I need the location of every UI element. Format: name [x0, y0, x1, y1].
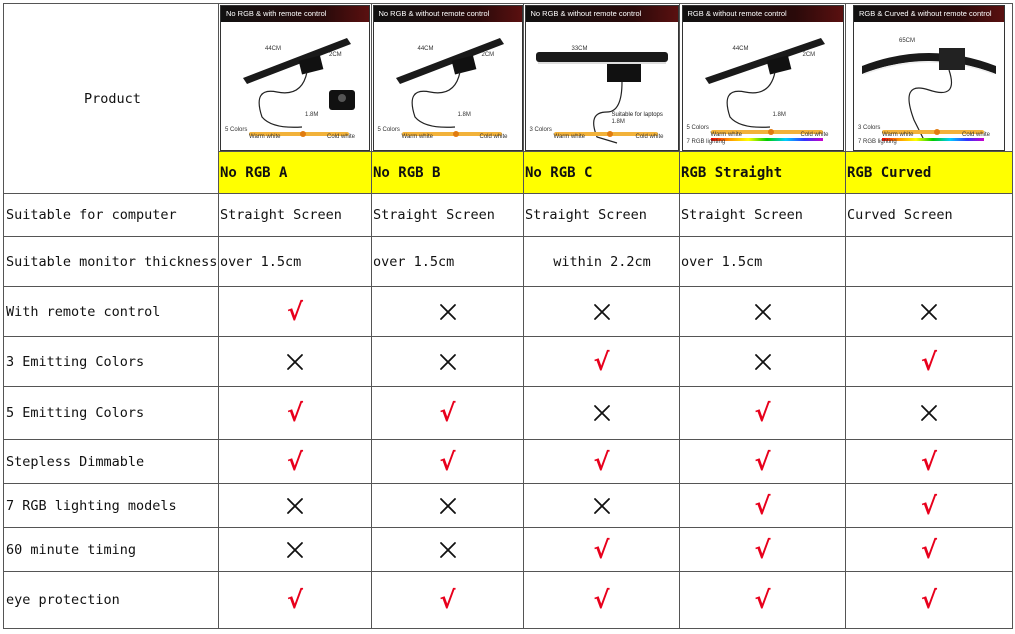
feature-value: over 1.5cm [680, 237, 846, 287]
product-label-cell [4, 4, 219, 194]
colors-count-label: 3 Colors [858, 125, 881, 131]
feature-value: over 1.5cm [372, 237, 524, 287]
cross-mark-icon [754, 303, 772, 321]
model-name-text: No RGB C [525, 164, 593, 181]
cold-white-label: Cold white [800, 132, 829, 138]
feature-mark-cell [846, 528, 1013, 572]
feature-mark-cell [372, 484, 524, 528]
product-caption: RGB & Curved & without remote control [854, 6, 1004, 22]
check-mark-icon: √ [920, 447, 937, 476]
feature-value [846, 237, 1013, 287]
feature-value: Straight Screen [524, 194, 680, 237]
colors-count-label: 5 Colors [377, 127, 400, 133]
rgb-lighting-label: 7 RGB lighting [858, 139, 897, 145]
cross-mark-icon [593, 497, 611, 515]
check-mark-icon: √ [439, 447, 456, 476]
check-mark-icon: √ [754, 447, 771, 476]
cross-mark-icon [439, 497, 457, 515]
check-mark-icon: √ [286, 297, 303, 326]
check-mark-icon: √ [286, 447, 303, 476]
check-mark-icon: √ [593, 347, 610, 376]
feature-mark-cell [524, 572, 680, 629]
feature-mark-cell [680, 387, 846, 440]
feature-mark-cell [846, 387, 1013, 440]
feature-label: eye protection [4, 572, 219, 629]
feature-label: 7 RGB lighting models [4, 484, 219, 528]
check-mark-icon: √ [593, 447, 610, 476]
feature-mark-cell [846, 572, 1013, 629]
feature-row [4, 484, 1013, 528]
feature-mark-cell [219, 528, 372, 572]
feature-row [4, 572, 1013, 629]
warm-white-label: Warm white [553, 134, 585, 140]
feature-mark-cell [524, 287, 680, 337]
comparison-table [3, 3, 1013, 629]
cable-length-label: 1.8M [305, 112, 319, 118]
cross-mark-icon [439, 541, 457, 559]
check-mark-icon: √ [920, 535, 937, 564]
feature-mark-cell [846, 287, 1013, 337]
lamp-length-label: 65CM [899, 38, 916, 44]
lamp-length-label: 44CM [417, 46, 434, 52]
product-image-cell [372, 4, 524, 152]
feature-mark-cell [524, 440, 680, 484]
feature-mark-cell [524, 528, 680, 572]
feature-mark-cell [846, 337, 1013, 387]
feature-label: With remote control [4, 287, 219, 337]
warm-white-label: Warm white [882, 132, 914, 138]
model-name [524, 152, 680, 194]
feature-value: Straight Screen [372, 194, 524, 237]
model-name [846, 152, 1013, 194]
cross-mark-icon [439, 353, 457, 371]
check-mark-icon: √ [754, 535, 771, 564]
check-mark-icon: √ [920, 586, 937, 614]
cable-length-label: 1.8M [772, 112, 786, 118]
cross-mark-icon [439, 303, 457, 321]
product-image-4 [853, 5, 1005, 151]
product-image-3 [682, 5, 844, 151]
product-image-cell [524, 4, 680, 152]
cable-length-label: 1.8M [457, 112, 471, 118]
cross-mark-icon [286, 497, 304, 515]
feature-row [4, 337, 1013, 387]
colors-count-label: 3 Colors [529, 127, 552, 133]
feature-row [4, 440, 1013, 484]
check-mark-icon: √ [754, 491, 771, 520]
lamp-length-label: 44CM [265, 46, 282, 52]
check-mark-icon: √ [593, 535, 610, 564]
feature-mark-cell [372, 337, 524, 387]
model-name-text: RGB Curved [847, 164, 932, 181]
feature-mark-cell [372, 287, 524, 337]
cross-mark-icon [754, 353, 772, 371]
feature-label: 3 Emitting Colors [4, 337, 219, 387]
check-mark-icon: √ [439, 586, 456, 614]
feature-mark-cell [846, 484, 1013, 528]
cold-white-label: Cold white [635, 134, 664, 140]
feature-label: 60 minute timing [4, 528, 219, 572]
cross-mark-icon [286, 353, 304, 371]
feature-row [4, 194, 1013, 237]
feature-mark-cell [524, 337, 680, 387]
feature-mark-cell [219, 572, 372, 629]
product-image-0 [220, 5, 370, 151]
model-name-text: RGB Straight [681, 164, 783, 181]
check-mark-icon: √ [920, 347, 937, 376]
feature-value: over 1.5cm [219, 237, 372, 287]
cross-mark-icon [920, 404, 938, 422]
cable-length-label: 1.8M [611, 119, 625, 125]
cross-mark-icon [286, 541, 304, 559]
feature-value: within 2.2cm [524, 237, 680, 287]
model-name [680, 152, 846, 194]
feature-mark-cell [372, 387, 524, 440]
cross-mark-icon [920, 303, 938, 321]
feature-mark-cell [680, 287, 846, 337]
feature-mark-cell [219, 387, 372, 440]
feature-label: Stepless Dimmable [4, 440, 219, 484]
feature-row [4, 528, 1013, 572]
feature-mark-cell [680, 572, 846, 629]
product-caption: No RGB & with remote control [221, 6, 369, 22]
model-name [219, 152, 372, 194]
feature-mark-cell [524, 387, 680, 440]
cross-mark-icon [593, 404, 611, 422]
product-image-cell [219, 4, 372, 152]
colors-count-label: 5 Colors [225, 127, 248, 133]
check-mark-icon: √ [754, 399, 771, 427]
model-name-text: No RGB B [373, 164, 441, 181]
feature-mark-cell [372, 440, 524, 484]
check-mark-icon: √ [754, 586, 771, 614]
lamp-width-label: 2CM [329, 52, 342, 58]
feature-mark-cell [372, 572, 524, 629]
warm-white-label: Warm white [401, 134, 433, 140]
lamp-width-label: 2CM [481, 52, 495, 58]
cold-white-label: Cold white [962, 132, 991, 138]
product-note: Suitable for laptops [611, 112, 663, 118]
feature-mark-cell [219, 440, 372, 484]
feature-label: 5 Emitting Colors [4, 387, 219, 440]
feature-mark-cell [524, 484, 680, 528]
product-image-2 [525, 5, 679, 151]
feature-value: Straight Screen [680, 194, 846, 237]
check-mark-icon: √ [920, 491, 937, 520]
check-mark-icon: √ [439, 399, 456, 427]
feature-mark-cell [680, 440, 846, 484]
feature-label: Suitable monitor thickness [4, 237, 219, 287]
check-mark-icon: √ [286, 399, 303, 427]
product-image-1 [373, 5, 523, 151]
feature-mark-cell [680, 337, 846, 387]
feature-mark-cell [372, 528, 524, 572]
colors-count-label: 5 Colors [686, 125, 709, 131]
check-mark-icon: √ [593, 586, 610, 614]
model-name-text: No RGB A [220, 164, 288, 181]
check-mark-icon: √ [286, 586, 303, 614]
feature-label: Suitable for computer [4, 194, 219, 237]
cold-white-label: Cold white [479, 134, 508, 140]
feature-row [4, 387, 1013, 440]
product-caption: No RGB & without remote control [374, 6, 522, 22]
warm-white-label: Warm white [249, 134, 281, 140]
lamp-width-label: 2CM [802, 52, 816, 58]
model-name [372, 152, 524, 194]
cross-mark-icon [593, 303, 611, 321]
feature-row [4, 237, 1013, 287]
feature-mark-cell [680, 484, 846, 528]
product-caption: No RGB & without remote control [526, 6, 678, 22]
feature-mark-cell [219, 337, 372, 387]
lamp-length-label: 44CM [732, 46, 749, 52]
cold-white-label: Cold white [327, 134, 356, 140]
product-caption: RGB & without remote control [683, 6, 843, 22]
feature-row [4, 287, 1013, 337]
feature-mark-cell [219, 484, 372, 528]
product-image-cell [680, 4, 846, 152]
warm-white-label: Warm white [710, 132, 742, 138]
product-image-cell [846, 4, 1013, 152]
lamp-length-label: 33CM [571, 46, 588, 52]
product-label: Product [84, 90, 141, 107]
feature-value: Curved Screen [846, 194, 1013, 237]
rgb-lighting-label: 7 RGB lighting [686, 139, 726, 145]
feature-mark-cell [680, 528, 846, 572]
feature-mark-cell [219, 287, 372, 337]
product-image-row [4, 4, 1013, 152]
feature-mark-cell [846, 440, 1013, 484]
feature-value: Straight Screen [219, 194, 372, 237]
